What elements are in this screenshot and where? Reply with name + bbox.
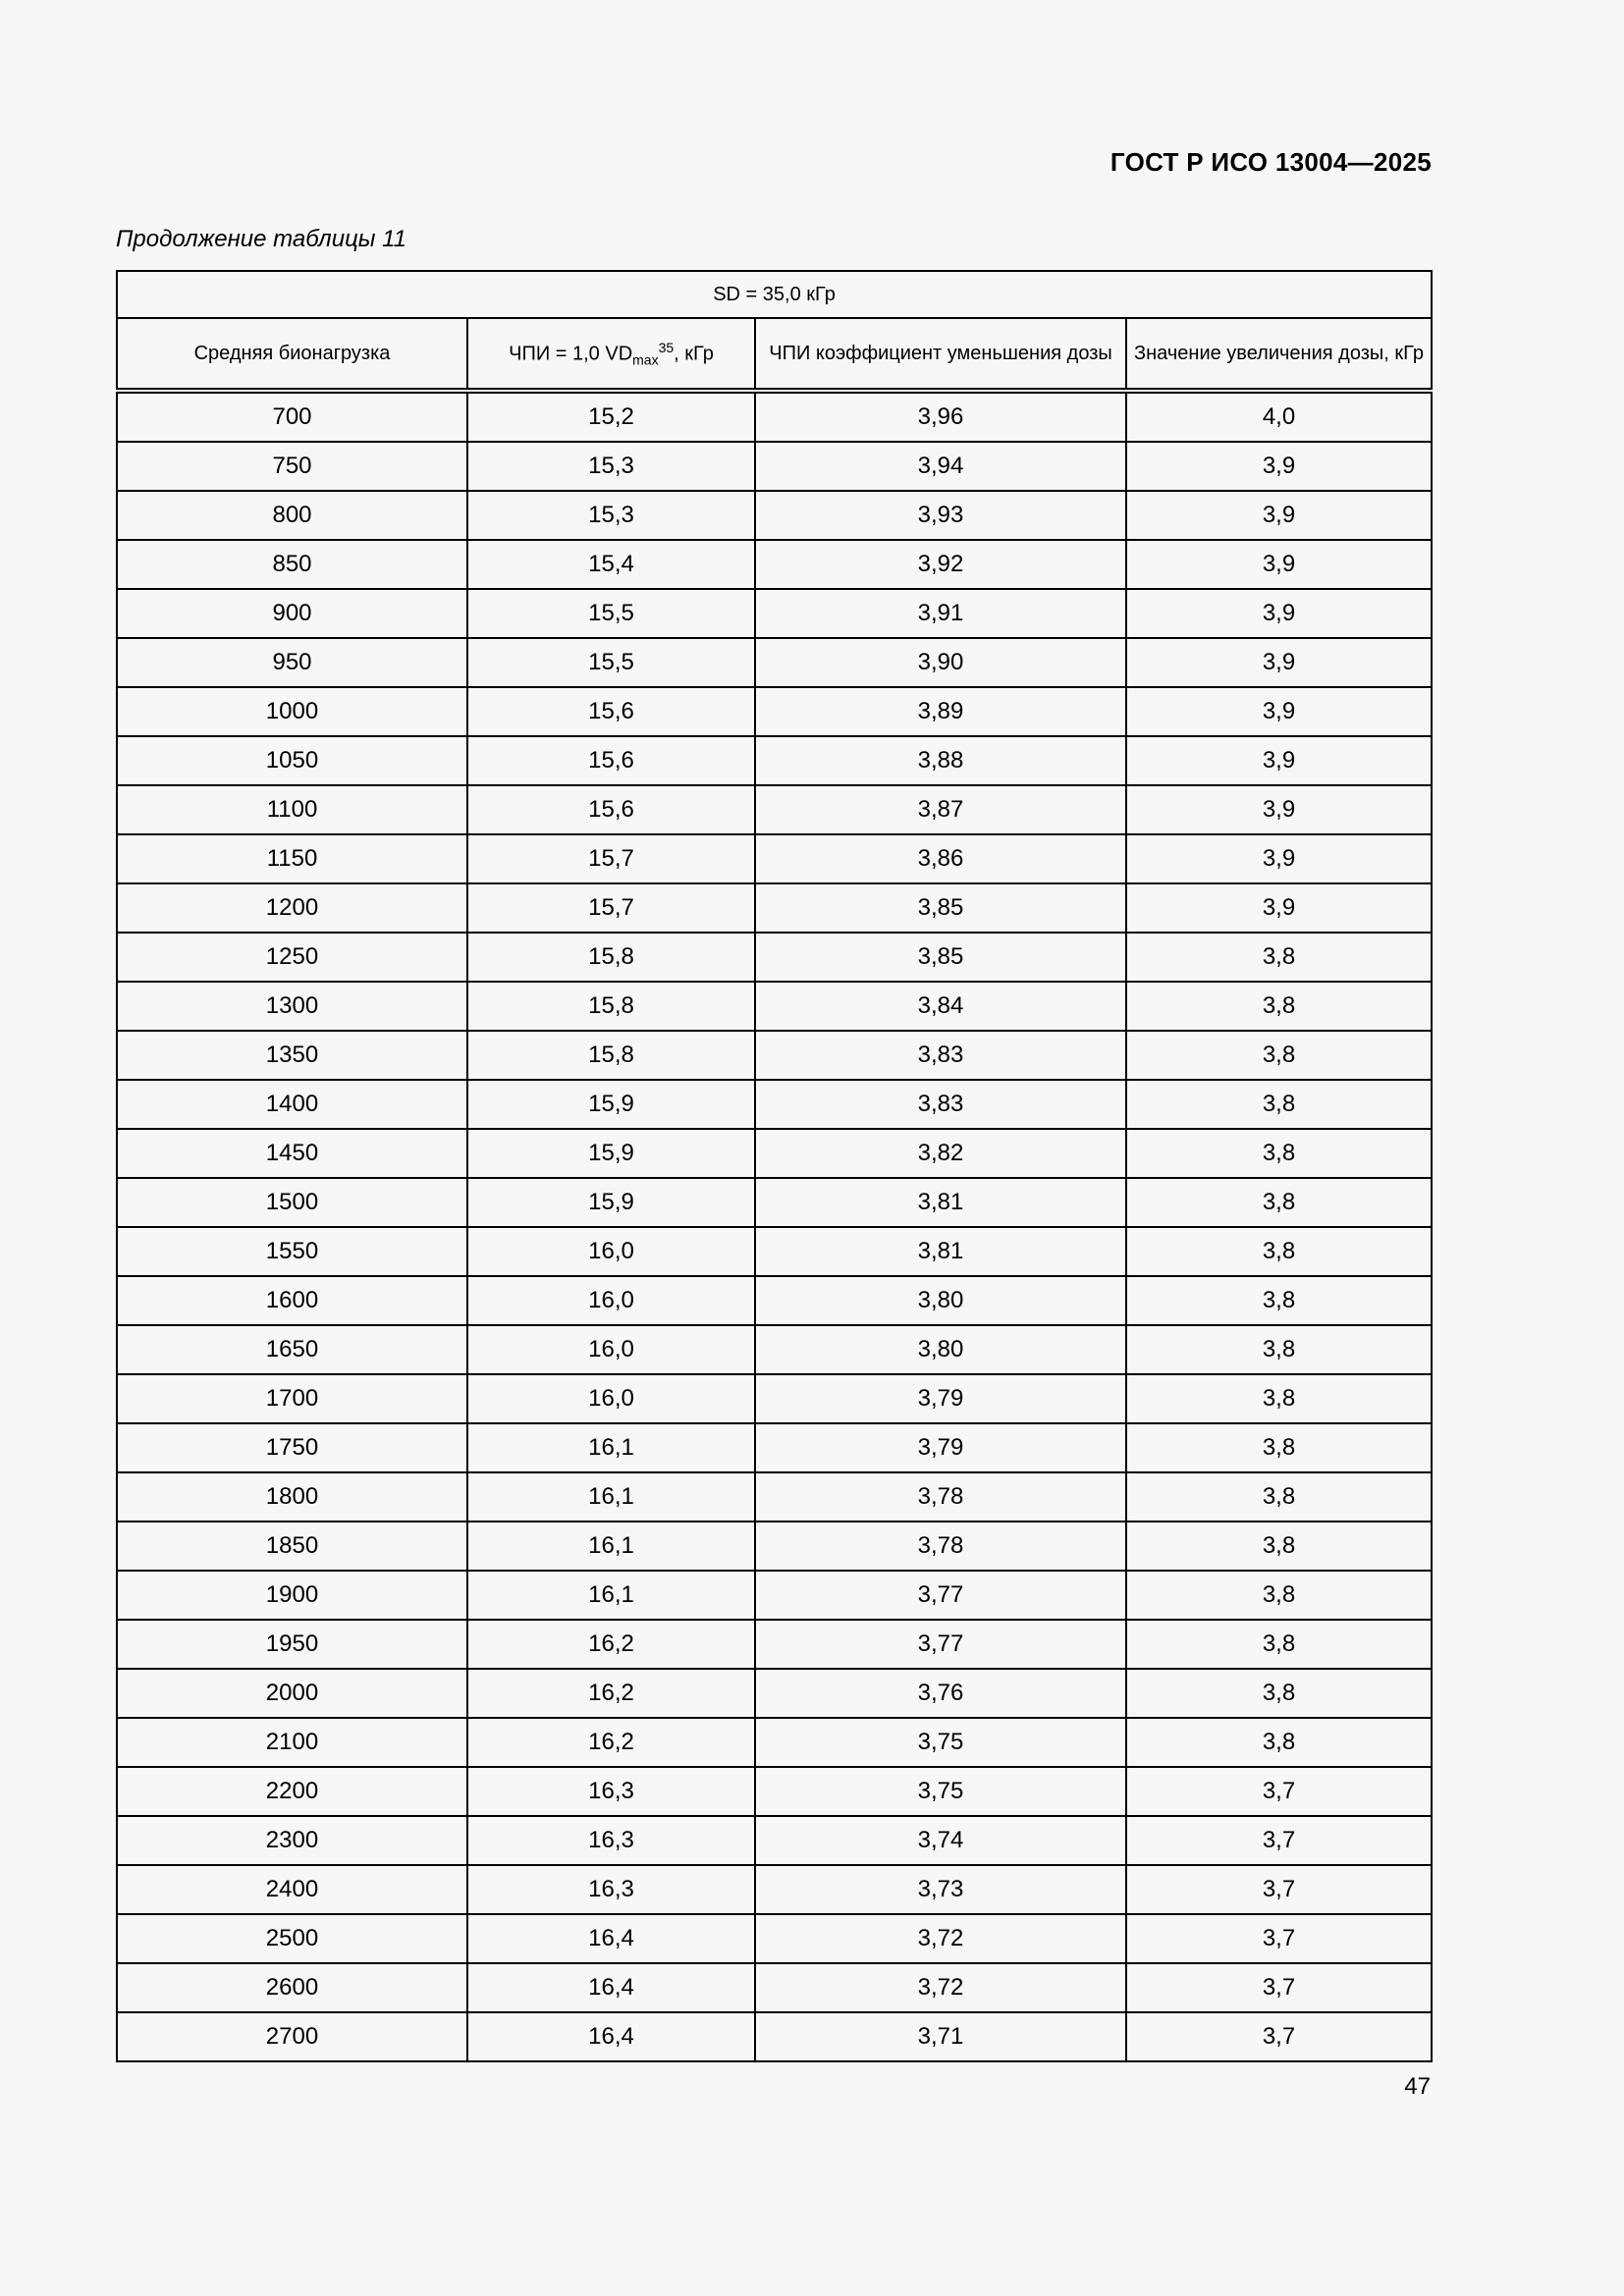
column-header-sip-dose bbox=[467, 318, 755, 391]
cell-dose-reduction-factor: 3,93 bbox=[755, 491, 1126, 540]
cell-bioburden: 1700 bbox=[117, 1374, 467, 1423]
cell-bioburden: 2400 bbox=[117, 1865, 467, 1914]
table-row bbox=[117, 638, 1432, 687]
cell-bioburden: 1650 bbox=[117, 1325, 467, 1374]
cell-dose-increment: 3,9 bbox=[1126, 785, 1432, 834]
cell-dose-increment: 3,8 bbox=[1126, 1718, 1432, 1767]
cell-bioburden: 1400 bbox=[117, 1080, 467, 1129]
cell-bioburden: 1000 bbox=[117, 687, 467, 736]
cell-bioburden: 1950 bbox=[117, 1620, 467, 1669]
cell-dose-increment: 3,8 bbox=[1126, 1374, 1432, 1423]
table-row bbox=[117, 982, 1432, 1031]
cell-dose-reduction-factor: 3,91 bbox=[755, 589, 1126, 638]
cell-dose-reduction-factor: 3,79 bbox=[755, 1374, 1126, 1423]
cell-dose-increment: 3,9 bbox=[1126, 540, 1432, 589]
cell-bioburden: 2600 bbox=[117, 1963, 467, 2012]
cell-dose-reduction-factor: 3,78 bbox=[755, 1472, 1126, 1522]
table-row bbox=[117, 1669, 1432, 1718]
table-row bbox=[117, 1423, 1432, 1472]
cell-dose-increment: 3,8 bbox=[1126, 1129, 1432, 1178]
cell-bioburden: 700 bbox=[117, 391, 467, 442]
cell-bioburden: 1900 bbox=[117, 1571, 467, 1620]
table-row bbox=[117, 1620, 1432, 1669]
page-number: 47 bbox=[1404, 2073, 1431, 2100]
cell-dose-reduction-factor: 3,78 bbox=[755, 1522, 1126, 1571]
cell-dose-increment: 3,8 bbox=[1126, 1080, 1432, 1129]
cell-bioburden: 1500 bbox=[117, 1178, 467, 1227]
cell-sip-dose: 15,6 bbox=[467, 785, 755, 834]
cell-sip-dose: 16,0 bbox=[467, 1227, 755, 1276]
cell-bioburden: 900 bbox=[117, 589, 467, 638]
cell-dose-increment: 3,8 bbox=[1126, 1571, 1432, 1620]
cell-bioburden: 2000 bbox=[117, 1669, 467, 1718]
table-row bbox=[117, 736, 1432, 785]
cell-sip-dose: 15,5 bbox=[467, 638, 755, 687]
cell-dose-reduction-factor: 3,72 bbox=[755, 1963, 1126, 2012]
document-code: ГОСТ Р ИСО 13004—2025 bbox=[1110, 147, 1432, 177]
table-row bbox=[117, 540, 1432, 589]
cell-sip-dose: 15,8 bbox=[467, 982, 755, 1031]
cell-dose-increment: 3,8 bbox=[1126, 1325, 1432, 1374]
cell-sip-dose: 15,7 bbox=[467, 883, 755, 933]
cell-dose-increment: 3,8 bbox=[1126, 1522, 1432, 1571]
column-header-sip-dose-sup: 35 bbox=[658, 339, 675, 355]
cell-sip-dose: 16,1 bbox=[467, 1522, 755, 1571]
cell-bioburden: 950 bbox=[117, 638, 467, 687]
cell-dose-reduction-factor: 3,96 bbox=[755, 391, 1126, 442]
cell-dose-increment: 3,8 bbox=[1126, 1031, 1432, 1080]
cell-dose-reduction-factor: 3,83 bbox=[755, 1031, 1126, 1080]
cell-dose-increment: 4,0 bbox=[1126, 391, 1432, 442]
table-row bbox=[117, 1276, 1432, 1325]
cell-dose-increment: 3,8 bbox=[1126, 1472, 1432, 1522]
cell-dose-increment: 3,9 bbox=[1126, 442, 1432, 491]
table-row bbox=[117, 1129, 1432, 1178]
cell-sip-dose: 15,4 bbox=[467, 540, 755, 589]
cell-dose-reduction-factor: 3,79 bbox=[755, 1423, 1126, 1472]
cell-dose-increment: 3,9 bbox=[1126, 687, 1432, 736]
cell-sip-dose: 16,0 bbox=[467, 1276, 755, 1325]
table-row bbox=[117, 589, 1432, 638]
cell-dose-reduction-factor: 3,90 bbox=[755, 638, 1126, 687]
cell-dose-reduction-factor: 3,84 bbox=[755, 982, 1126, 1031]
table-row bbox=[117, 1865, 1432, 1914]
cell-dose-reduction-factor: 3,73 bbox=[755, 1865, 1126, 1914]
cell-sip-dose: 15,8 bbox=[467, 933, 755, 982]
table-row bbox=[117, 933, 1432, 982]
table-row bbox=[117, 883, 1432, 933]
cell-bioburden: 1050 bbox=[117, 736, 467, 785]
data-table-container bbox=[116, 270, 1431, 2062]
cell-dose-increment: 3,8 bbox=[1126, 1669, 1432, 1718]
cell-bioburden: 1550 bbox=[117, 1227, 467, 1276]
cell-sip-dose: 16,4 bbox=[467, 1914, 755, 1963]
column-header-dose-reduction-factor: ЧПИ коэффициент уменьшения дозы bbox=[755, 318, 1126, 391]
cell-bioburden: 800 bbox=[117, 491, 467, 540]
cell-dose-increment: 3,7 bbox=[1126, 1865, 1432, 1914]
cell-dose-increment: 3,7 bbox=[1126, 1963, 1432, 2012]
cell-sip-dose: 16,4 bbox=[467, 2012, 755, 2061]
table-body bbox=[117, 391, 1432, 2061]
table-caption: Продолжение таблицы 11 bbox=[116, 226, 407, 252]
cell-dose-increment: 3,8 bbox=[1126, 1276, 1432, 1325]
cell-dose-reduction-factor: 3,81 bbox=[755, 1227, 1126, 1276]
cell-sip-dose: 15,9 bbox=[467, 1080, 755, 1129]
cell-dose-reduction-factor: 3,77 bbox=[755, 1620, 1126, 1669]
cell-dose-reduction-factor: 3,81 bbox=[755, 1178, 1126, 1227]
cell-sip-dose: 16,1 bbox=[467, 1472, 755, 1522]
cell-dose-reduction-factor: 3,82 bbox=[755, 1129, 1126, 1178]
cell-bioburden: 1850 bbox=[117, 1522, 467, 1571]
cell-bioburden: 1600 bbox=[117, 1276, 467, 1325]
table-row bbox=[117, 491, 1432, 540]
cell-dose-reduction-factor: 3,76 bbox=[755, 1669, 1126, 1718]
cell-bioburden: 2700 bbox=[117, 2012, 467, 2061]
cell-dose-reduction-factor: 3,85 bbox=[755, 933, 1126, 982]
cell-dose-increment: 3,8 bbox=[1126, 1620, 1432, 1669]
cell-sip-dose: 15,2 bbox=[467, 391, 755, 442]
column-header-row bbox=[117, 318, 1432, 391]
cell-sip-dose: 16,2 bbox=[467, 1669, 755, 1718]
cell-bioburden: 1450 bbox=[117, 1129, 467, 1178]
cell-dose-reduction-factor: 3,72 bbox=[755, 1914, 1126, 1963]
cell-dose-increment: 3,7 bbox=[1126, 1914, 1432, 1963]
cell-dose-reduction-factor: 3,85 bbox=[755, 883, 1126, 933]
table-row bbox=[117, 1571, 1432, 1620]
cell-dose-reduction-factor: 3,86 bbox=[755, 834, 1126, 883]
table-row bbox=[117, 834, 1432, 883]
cell-sip-dose: 15,3 bbox=[467, 491, 755, 540]
cell-dose-reduction-factor: 3,88 bbox=[755, 736, 1126, 785]
cell-dose-increment: 3,9 bbox=[1126, 589, 1432, 638]
table-row bbox=[117, 1031, 1432, 1080]
cell-sip-dose: 15,6 bbox=[467, 687, 755, 736]
cell-dose-reduction-factor: 3,80 bbox=[755, 1325, 1126, 1374]
cell-dose-reduction-factor: 3,75 bbox=[755, 1767, 1126, 1816]
cell-dose-increment: 3,9 bbox=[1126, 834, 1432, 883]
table-row bbox=[117, 442, 1432, 491]
cell-dose-increment: 3,8 bbox=[1126, 1178, 1432, 1227]
cell-dose-reduction-factor: 3,92 bbox=[755, 540, 1126, 589]
cell-dose-reduction-factor: 3,71 bbox=[755, 2012, 1126, 2061]
cell-dose-reduction-factor: 3,77 bbox=[755, 1571, 1126, 1620]
table-row bbox=[117, 1522, 1432, 1571]
column-header-sip-dose-prefix: ЧПИ = 1,0 VD bbox=[509, 343, 633, 365]
cell-sip-dose: 15,8 bbox=[467, 1031, 755, 1080]
cell-dose-reduction-factor: 3,75 bbox=[755, 1718, 1126, 1767]
cell-dose-increment: 3,9 bbox=[1126, 491, 1432, 540]
cell-bioburden: 1250 bbox=[117, 933, 467, 982]
table-row bbox=[117, 1767, 1432, 1816]
cell-bioburden: 2500 bbox=[117, 1914, 467, 1963]
cell-bioburden: 1350 bbox=[117, 1031, 467, 1080]
table-row bbox=[117, 1718, 1432, 1767]
table-row bbox=[117, 2012, 1432, 2061]
cell-dose-increment: 3,7 bbox=[1126, 1816, 1432, 1865]
cell-dose-reduction-factor: 3,74 bbox=[755, 1816, 1126, 1865]
table-row bbox=[117, 687, 1432, 736]
cell-dose-increment: 3,8 bbox=[1126, 933, 1432, 982]
cell-sip-dose: 16,3 bbox=[467, 1865, 755, 1914]
cell-dose-increment: 3,9 bbox=[1126, 736, 1432, 785]
column-header-dose-increment: Значение увеличения дозы, кГр bbox=[1126, 318, 1432, 391]
cell-sip-dose: 16,3 bbox=[467, 1767, 755, 1816]
cell-sip-dose: 15,5 bbox=[467, 589, 755, 638]
cell-dose-increment: 3,8 bbox=[1126, 982, 1432, 1031]
table-row bbox=[117, 1472, 1432, 1522]
column-header-sip-dose-sub: max bbox=[632, 351, 659, 368]
cell-sip-dose: 15,6 bbox=[467, 736, 755, 785]
table-row bbox=[117, 1178, 1432, 1227]
cell-bioburden: 1150 bbox=[117, 834, 467, 883]
cell-sip-dose: 16,1 bbox=[467, 1423, 755, 1472]
cell-dose-reduction-factor: 3,89 bbox=[755, 687, 1126, 736]
cell-dose-increment: 3,7 bbox=[1126, 2012, 1432, 2061]
column-header-bioburden: Средняя бионагрузка bbox=[117, 318, 467, 391]
cell-bioburden: 2300 bbox=[117, 1816, 467, 1865]
table-row bbox=[117, 391, 1432, 442]
cell-bioburden: 1300 bbox=[117, 982, 467, 1031]
cell-sip-dose: 16,2 bbox=[467, 1718, 755, 1767]
cell-sip-dose: 16,1 bbox=[467, 1571, 755, 1620]
table-row bbox=[117, 1374, 1432, 1423]
cell-sip-dose: 15,3 bbox=[467, 442, 755, 491]
table-row bbox=[117, 1080, 1432, 1129]
cell-bioburden: 850 bbox=[117, 540, 467, 589]
cell-sip-dose: 16,3 bbox=[467, 1816, 755, 1865]
cell-sip-dose: 16,4 bbox=[467, 1963, 755, 2012]
cell-sip-dose: 15,9 bbox=[467, 1129, 755, 1178]
cell-bioburden: 2100 bbox=[117, 1718, 467, 1767]
table-row bbox=[117, 1816, 1432, 1865]
cell-bioburden: 1750 bbox=[117, 1423, 467, 1472]
cell-sip-dose: 16,0 bbox=[467, 1325, 755, 1374]
cell-dose-reduction-factor: 3,83 bbox=[755, 1080, 1126, 1129]
cell-bioburden: 2200 bbox=[117, 1767, 467, 1816]
cell-dose-increment: 3,7 bbox=[1126, 1767, 1432, 1816]
data-table bbox=[116, 270, 1433, 2062]
sd-header-row bbox=[117, 271, 1432, 318]
cell-sip-dose: 15,7 bbox=[467, 834, 755, 883]
sd-label: SD = 35,0 кГр bbox=[117, 271, 1432, 318]
table-row bbox=[117, 1227, 1432, 1276]
cell-sip-dose: 16,2 bbox=[467, 1620, 755, 1669]
column-header-sip-dose-suffix: , кГр bbox=[674, 343, 714, 365]
cell-dose-reduction-factor: 3,87 bbox=[755, 785, 1126, 834]
table-row bbox=[117, 1325, 1432, 1374]
cell-dose-reduction-factor: 3,80 bbox=[755, 1276, 1126, 1325]
cell-bioburden: 750 bbox=[117, 442, 467, 491]
table-row bbox=[117, 1914, 1432, 1963]
cell-dose-increment: 3,8 bbox=[1126, 1423, 1432, 1472]
cell-bioburden: 1200 bbox=[117, 883, 467, 933]
table-row bbox=[117, 785, 1432, 834]
cell-dose-increment: 3,9 bbox=[1126, 883, 1432, 933]
cell-bioburden: 1800 bbox=[117, 1472, 467, 1522]
cell-bioburden: 1100 bbox=[117, 785, 467, 834]
cell-dose-increment: 3,8 bbox=[1126, 1227, 1432, 1276]
table-row bbox=[117, 1963, 1432, 2012]
cell-dose-reduction-factor: 3,94 bbox=[755, 442, 1126, 491]
cell-dose-increment: 3,9 bbox=[1126, 638, 1432, 687]
cell-sip-dose: 15,9 bbox=[467, 1178, 755, 1227]
cell-sip-dose: 16,0 bbox=[467, 1374, 755, 1423]
